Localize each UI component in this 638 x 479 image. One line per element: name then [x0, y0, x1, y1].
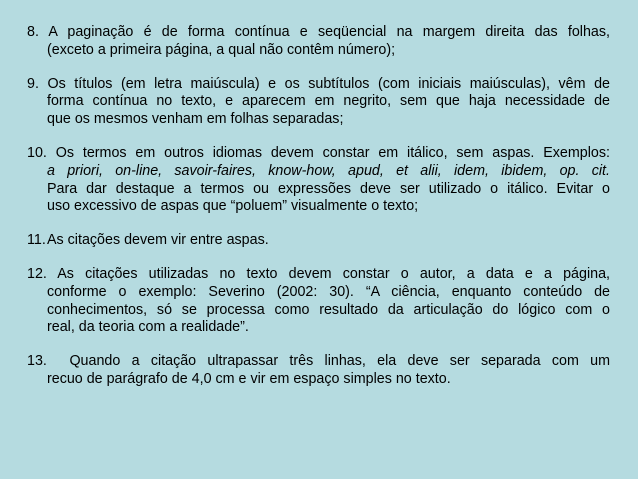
text-line: 8. A paginação é de forma contínua e seqüencial na margem direita das folhas,: [27, 24, 610, 40]
text-line: recuo de parágrafo de 4,0 cm e vir em espaço simples no texto.: [47, 370, 451, 387]
rule-item-13: [27, 353, 610, 389]
item-number: 11.: [27, 232, 46, 249]
text-line: 13. Quando a citação ultrapassar três linhas, ela deve ser separada com um: [27, 353, 610, 370]
text-line: conhecimentos, só se processa como resultado da articulação do lógico com o: [47, 301, 610, 318]
text-line: conforme o exemplo: Severino (2002: 30). “A ciência, enquanto conteúdo de: [47, 283, 610, 300]
text-line: 10. Os termos em outros idiomas devem constar em itálico, sem aspas. Exemplos:: [27, 144, 610, 161]
text-line: Para dar destaque a termos ou expressões deve ser utilizado o itálico. Evitar o: [47, 180, 610, 197]
item-text: As citações devem vir entre aspas.: [47, 232, 269, 249]
text-line: real, da teoria com a realidade”.: [47, 319, 249, 336]
text-line: [27, 232, 610, 250]
rule-item-11: [27, 232, 610, 250]
text-line: que os mesmos venham em folhas separadas;: [47, 111, 344, 128]
text-line: forma contínua no texto, e aparecem em negrito, sem que haja necessidade de: [47, 93, 610, 110]
text-line: 12. As citações utilizadas no texto devem constar o autor, a data e a página,: [27, 265, 610, 282]
text-line: 9. Os títulos (em letra maiúscula) e os subtítulos (com iniciais maiúsculas), vêm de: [27, 75, 610, 92]
italic-examples-line: a priori, on-line, savoir-faires, know-how, apud, et alii, idem, ibidem, op. cit.: [47, 162, 610, 179]
rule-item-12: [27, 266, 610, 337]
text-line: (exceto a primeira página, a qual não contêm número);: [47, 41, 396, 58]
rule-item-8: [27, 24, 610, 60]
rule-item-10: [27, 145, 610, 216]
rule-item-9: [27, 76, 610, 129]
text-line: uso excessivo de aspas que “poluem” visualmente o texto;: [47, 198, 419, 215]
